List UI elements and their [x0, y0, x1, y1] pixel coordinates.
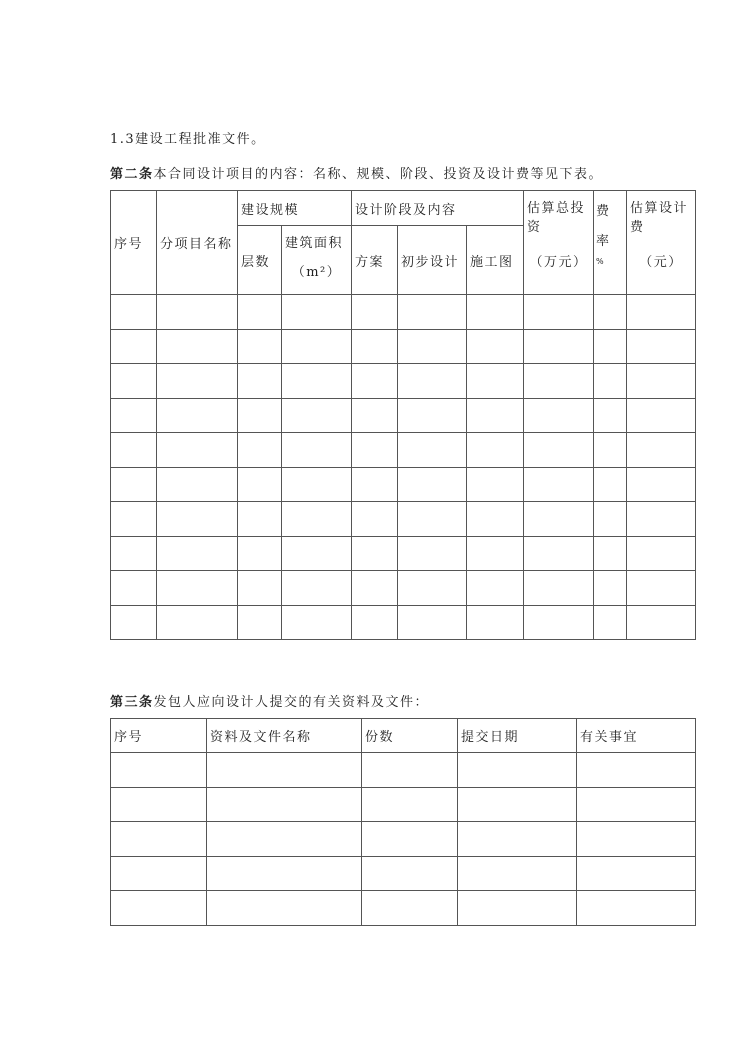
table-cell[interactable]: [238, 571, 282, 606]
clause-1-3: 1.3建设工程批准文件。: [110, 132, 266, 147]
table-cell[interactable]: [627, 502, 696, 537]
table-cell[interactable]: [282, 536, 352, 571]
table-cell[interactable]: [282, 364, 352, 399]
table-cell[interactable]: [577, 856, 696, 891]
documents-table: [110, 718, 696, 926]
table-cell[interactable]: [362, 787, 458, 822]
table-cell[interactable]: [111, 891, 207, 926]
table-cell[interactable]: [458, 753, 577, 788]
table-cell[interactable]: [594, 502, 627, 537]
table-cell[interactable]: [398, 467, 467, 502]
table-cell[interactable]: [111, 329, 157, 364]
table-cell[interactable]: [352, 433, 398, 468]
table-cell[interactable]: [111, 467, 157, 502]
table-cell[interactable]: [282, 571, 352, 606]
table-cell[interactable]: [157, 605, 238, 640]
table-row: [111, 433, 696, 468]
table-cell[interactable]: [282, 433, 352, 468]
table-row: [111, 502, 696, 537]
table-cell[interactable]: [352, 295, 398, 330]
table-row: [111, 856, 696, 891]
header-area-label: 建筑面积: [285, 236, 344, 251]
table-cell[interactable]: [111, 433, 157, 468]
table-cell[interactable]: [458, 891, 577, 926]
article-2-text: 本合同设计项目的内容：名称、规模、阶段、投资及设计费等见下表。: [153, 167, 604, 182]
table-row: [111, 364, 696, 399]
table-cell[interactable]: [352, 398, 398, 433]
table-cell[interactable]: [352, 364, 398, 399]
table-cell[interactable]: [467, 364, 524, 399]
header-submit-date: 提交日期: [458, 719, 577, 753]
table-cell[interactable]: [524, 467, 594, 502]
table-cell[interactable]: [627, 605, 696, 640]
table-cell[interactable]: [111, 502, 157, 537]
article-2-label: 第二条: [110, 167, 154, 182]
header-scale: 建设规模: [238, 191, 352, 226]
article-3-text: 发包人应向设计人提交的有关资料及文件：: [153, 695, 430, 710]
table-cell[interactable]: [157, 536, 238, 571]
header-scheme: 方案: [352, 226, 398, 295]
table-cell[interactable]: [238, 536, 282, 571]
table-cell[interactable]: [111, 536, 157, 571]
table-cell[interactable]: [577, 822, 696, 857]
table-cell[interactable]: [458, 856, 577, 891]
table-row: [111, 571, 696, 606]
table-cell[interactable]: [398, 605, 467, 640]
table-cell[interactable]: [627, 295, 696, 330]
table-cell[interactable]: [157, 502, 238, 537]
table-row: [111, 753, 696, 788]
table-cell[interactable]: [111, 364, 157, 399]
table-cell[interactable]: [352, 329, 398, 364]
table-row: [111, 891, 696, 926]
table-cell[interactable]: [352, 467, 398, 502]
table-cell[interactable]: [577, 787, 696, 822]
table-cell[interactable]: [362, 753, 458, 788]
table-cell[interactable]: [157, 364, 238, 399]
header-seq: 序号: [111, 719, 207, 753]
table-cell[interactable]: [362, 891, 458, 926]
table-cell[interactable]: [238, 295, 282, 330]
table-cell[interactable]: [627, 329, 696, 364]
table-cell[interactable]: [282, 467, 352, 502]
table-cell[interactable]: [362, 856, 458, 891]
table-cell[interactable]: [238, 433, 282, 468]
table-cell[interactable]: [207, 787, 362, 822]
table-row: [111, 536, 696, 571]
table-cell[interactable]: [111, 753, 207, 788]
table-cell[interactable]: [594, 433, 627, 468]
table-cell[interactable]: [524, 536, 594, 571]
header-design-fee: [627, 191, 696, 295]
header-rate: [594, 191, 627, 295]
table-cell[interactable]: [467, 398, 524, 433]
header-seq: 序号: [111, 191, 157, 295]
table-cell[interactable]: [207, 822, 362, 857]
table-cell[interactable]: [524, 295, 594, 330]
table-row: [111, 822, 696, 857]
table-cell[interactable]: [458, 822, 577, 857]
table-cell[interactable]: [111, 571, 157, 606]
table-cell[interactable]: [398, 329, 467, 364]
table-cell[interactable]: [207, 856, 362, 891]
table-cell[interactable]: [398, 502, 467, 537]
table-cell[interactable]: [627, 467, 696, 502]
table-cell[interactable]: [207, 891, 362, 926]
table-cell[interactable]: [467, 502, 524, 537]
table-cell[interactable]: [157, 398, 238, 433]
table-cell[interactable]: [282, 295, 352, 330]
header-document-name: 资料及文件名称: [207, 719, 362, 753]
table-cell[interactable]: [594, 295, 627, 330]
table-cell[interactable]: [467, 571, 524, 606]
header-preliminary: 初步设计: [398, 226, 467, 295]
table-cell[interactable]: [157, 295, 238, 330]
article-3-label: 第三条: [110, 695, 154, 710]
table-row: [111, 329, 696, 364]
table-cell[interactable]: [111, 295, 157, 330]
table-cell[interactable]: [111, 787, 207, 822]
table-cell[interactable]: [111, 398, 157, 433]
table-cell[interactable]: [398, 571, 467, 606]
table-row: [111, 605, 696, 640]
table-cell[interactable]: [577, 753, 696, 788]
table-cell[interactable]: [467, 605, 524, 640]
header-rate-label: 费率: [596, 204, 611, 249]
header-investment-label: 估算总投资: [527, 201, 586, 235]
header-notes: 有关事宜: [577, 719, 696, 753]
table-cell[interactable]: [352, 605, 398, 640]
table-cell[interactable]: [207, 753, 362, 788]
table-cell[interactable]: [627, 571, 696, 606]
table-cell[interactable]: [282, 605, 352, 640]
table-cell[interactable]: [524, 329, 594, 364]
article-2: [110, 163, 603, 182]
table-cell[interactable]: [238, 364, 282, 399]
table-row: [111, 295, 696, 330]
table-cell[interactable]: [594, 329, 627, 364]
table-cell[interactable]: [398, 295, 467, 330]
table-cell[interactable]: [627, 433, 696, 468]
table-cell[interactable]: [467, 536, 524, 571]
header-investment: [524, 191, 594, 295]
table-cell[interactable]: [157, 571, 238, 606]
table-row: [111, 467, 696, 502]
table-cell[interactable]: [238, 467, 282, 502]
table-row: [111, 398, 696, 433]
table-cell[interactable]: [398, 398, 467, 433]
table-cell[interactable]: [524, 502, 594, 537]
table-cell[interactable]: [111, 856, 207, 891]
header-rate-unit: %: [596, 257, 606, 266]
table-row: [111, 787, 696, 822]
header-floors: 层数: [238, 226, 282, 295]
table-cell[interactable]: [594, 398, 627, 433]
table-cell[interactable]: [467, 467, 524, 502]
table-cell[interactable]: [282, 398, 352, 433]
header-item-name: 分项目名称: [157, 191, 238, 295]
table-cell[interactable]: [352, 571, 398, 606]
table-cell[interactable]: [238, 502, 282, 537]
table-cell[interactable]: [524, 605, 594, 640]
table-cell[interactable]: [627, 398, 696, 433]
table-cell[interactable]: [157, 433, 238, 468]
header-design-fee-unit: （元）: [639, 255, 683, 270]
table-cell[interactable]: [577, 891, 696, 926]
table-cell[interactable]: [627, 364, 696, 399]
table-cell[interactable]: [594, 571, 627, 606]
table-cell[interactable]: [157, 467, 238, 502]
table-cell[interactable]: [524, 571, 594, 606]
header-copies: 份数: [362, 719, 458, 753]
table-cell[interactable]: [467, 433, 524, 468]
table-cell[interactable]: [352, 502, 398, 537]
table-cell[interactable]: [238, 329, 282, 364]
project-content-table: [110, 190, 696, 640]
table-cell[interactable]: [524, 364, 594, 399]
table-cell[interactable]: [594, 536, 627, 571]
table-cell[interactable]: [398, 364, 467, 399]
table-cell[interactable]: [362, 822, 458, 857]
header-area: [282, 226, 352, 295]
table-cell[interactable]: [524, 433, 594, 468]
table-cell[interactable]: [467, 329, 524, 364]
header-stage: 设计阶段及内容: [352, 191, 524, 226]
table-cell[interactable]: [111, 822, 207, 857]
table-cell[interactable]: [594, 467, 627, 502]
table-cell[interactable]: [524, 398, 594, 433]
table-cell[interactable]: [398, 433, 467, 468]
table-cell[interactable]: [627, 536, 696, 571]
table-cell[interactable]: [238, 605, 282, 640]
table-cell[interactable]: [458, 787, 577, 822]
table-cell[interactable]: [282, 502, 352, 537]
article-3: [110, 691, 429, 710]
table-cell[interactable]: [594, 364, 627, 399]
header-investment-unit: （万元）: [529, 255, 588, 270]
header-design-fee-label: 估算设计费: [630, 201, 689, 235]
table-cell[interactable]: [111, 605, 157, 640]
header-area-unit: （m²）: [291, 265, 342, 280]
table-cell[interactable]: [238, 398, 282, 433]
table-cell[interactable]: [352, 536, 398, 571]
table-cell[interactable]: [594, 605, 627, 640]
table-cell[interactable]: [282, 329, 352, 364]
table-cell[interactable]: [157, 329, 238, 364]
table-cell[interactable]: [467, 295, 524, 330]
header-construction: 施工图: [467, 226, 524, 295]
table-cell[interactable]: [398, 536, 467, 571]
